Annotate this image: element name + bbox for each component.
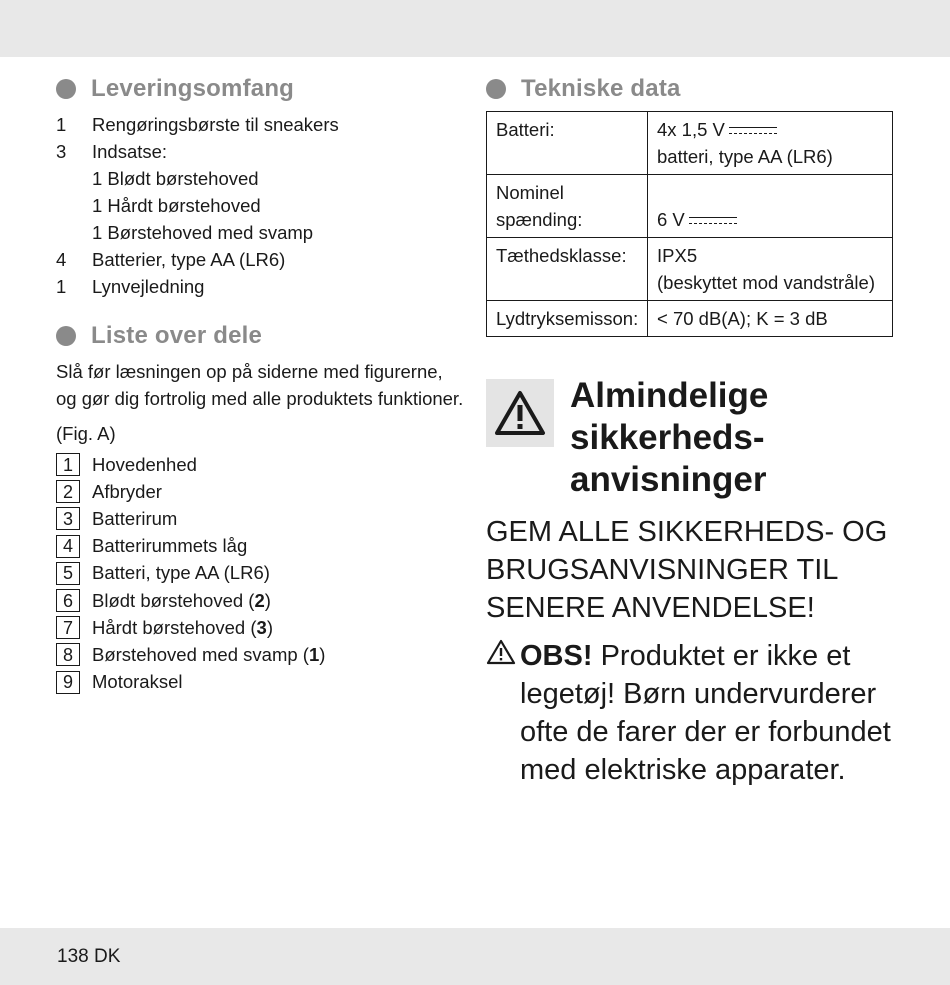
part-text: Blødt børstehoved (: [92, 589, 255, 611]
ip-value: [648, 238, 893, 301]
bullet-dot-icon: [56, 79, 76, 99]
list-item: [56, 138, 466, 165]
part-text: Batterirum: [92, 507, 178, 529]
list-item: [56, 587, 466, 614]
list-item: [56, 505, 466, 532]
battery-voltage: 4x 1,5 V: [657, 119, 725, 140]
header-band: [0, 0, 950, 57]
page-number: 138 DK: [57, 946, 121, 967]
part-text: Afbryder: [92, 480, 162, 502]
battery-value: [648, 112, 893, 175]
keep-instructions: GEM ALLE SIKKERHEDS- OG BRUGSANVISNINGER TIL SENERE ANVENDELSE!: [486, 516, 888, 624]
battery-key: Batteri:: [487, 112, 648, 175]
item-text: 1 Blødt børstehoved: [92, 168, 259, 189]
part-text: Børstehoved med svamp (: [92, 643, 309, 665]
part-number: 1: [56, 453, 80, 476]
scope-heading: [56, 73, 466, 105]
close-paren: ): [319, 643, 326, 665]
close-paren: ): [266, 616, 273, 638]
bullet-dot-icon: [486, 79, 506, 99]
obs-warning: [486, 637, 896, 789]
list-item: [56, 273, 466, 300]
scope-list: [56, 111, 466, 300]
list-item: [56, 533, 466, 560]
parts-title: Liste over dele: [91, 322, 263, 349]
item-text: Lynvejledning: [92, 276, 205, 297]
part-number: 8: [56, 643, 80, 666]
list-item: [56, 669, 466, 696]
part-number: 4: [56, 535, 80, 558]
obs-label: OBS!: [520, 640, 593, 672]
voltage-key: [487, 175, 648, 238]
item-qty: [56, 165, 92, 192]
item-qty: 1: [56, 114, 67, 135]
part-number: 3: [56, 507, 80, 530]
item-qty: 3: [56, 141, 67, 162]
part-ref: 2: [254, 589, 265, 611]
list-item: [56, 560, 466, 587]
part-number: 6: [56, 589, 80, 612]
item-qty: [56, 219, 92, 246]
battery-type: batteri, type AA (LR6): [657, 146, 833, 167]
left-column: [56, 73, 466, 696]
list-item: [56, 451, 466, 478]
part-text: Batterirummets låg: [92, 535, 248, 557]
table-row: [487, 238, 893, 301]
obs-text: legetøj! Børn undervurderer ofte de farer der er forbundet med elektriske apparater.: [520, 678, 891, 786]
part-text: Hårdt børstehoved (: [92, 616, 257, 638]
part-text: Motoraksel: [92, 671, 183, 693]
list-item: [56, 478, 466, 505]
part-number: 7: [56, 616, 80, 639]
safety-title-line3: anvisninger: [570, 460, 767, 499]
obs-first-line: Produktet er ikke et: [600, 640, 851, 672]
item-text: Rengøringsbørste til sneakers: [92, 114, 339, 135]
tech-title: Tekniske data: [521, 75, 681, 102]
ip-key: Tæthedsklasse:: [487, 238, 648, 301]
table-row: [487, 301, 893, 337]
part-ref: 1: [308, 643, 320, 665]
part-number: 9: [56, 671, 80, 694]
voltage-value: [648, 175, 893, 238]
parts-heading: [56, 320, 466, 352]
part-number: 2: [56, 480, 80, 503]
list-item: [56, 614, 466, 641]
item-text: Batterier, type AA (LR6): [92, 249, 286, 270]
figure-reference: (Fig. A): [56, 423, 116, 444]
sound-key: Lydtryksemisson:: [487, 301, 648, 337]
warning-triangle-icon: [486, 379, 554, 447]
nominal-voltage: 6 V: [657, 209, 685, 230]
safety-title-line1: Almindelige: [570, 376, 769, 415]
footer-band: [0, 928, 950, 985]
close-paren: ): [264, 589, 271, 611]
safety-heading: [486, 375, 896, 501]
safety-title-line2: sikkerheds-: [570, 418, 765, 457]
item-text: 1 Børstehoved med svamp: [92, 222, 314, 243]
table-row: [487, 112, 893, 175]
part-text: Batteri, type AA (LR6): [92, 562, 270, 584]
part-text: Hovedenhed: [92, 453, 197, 475]
list-item: [56, 192, 466, 219]
list-item: [56, 165, 466, 192]
item-qty: [56, 192, 92, 219]
parts-intro: Slå før læsningen op på siderne med figurerne, og gør dig fortrolig med alle produktets funktioner.: [56, 361, 464, 409]
list-item: [56, 246, 466, 273]
scope-title: Leveringsomfang: [91, 75, 295, 102]
dc-symbol-icon: [729, 125, 777, 137]
table-row: [487, 175, 893, 238]
small-warning-icon: [486, 637, 516, 675]
sound-value: < 70 dB(A); K = 3 dB: [648, 301, 893, 337]
tech-table: [486, 111, 893, 337]
item-qty: 1: [56, 276, 67, 297]
ip-description: (beskyttet mod vandstråle): [657, 272, 875, 293]
right-column: [486, 73, 896, 789]
ip-class: IPX5: [657, 245, 698, 266]
tech-heading: [486, 73, 896, 105]
voltage-key-line2: spænding:: [496, 209, 583, 230]
list-item: [56, 111, 466, 138]
part-ref: 3: [256, 616, 267, 638]
item-text: Indsatse:: [92, 141, 168, 162]
item-text: 1 Hårdt børstehoved: [92, 195, 261, 216]
dc-symbol-icon: [689, 215, 737, 227]
voltage-key-line1: Nominel: [496, 182, 564, 203]
safety-title: [570, 375, 768, 501]
part-number: 5: [56, 562, 80, 585]
item-qty: 4: [56, 249, 67, 270]
list-item: [56, 219, 466, 246]
bullet-dot-icon: [56, 326, 76, 346]
parts-list: [56, 451, 466, 696]
list-item: [56, 641, 466, 668]
